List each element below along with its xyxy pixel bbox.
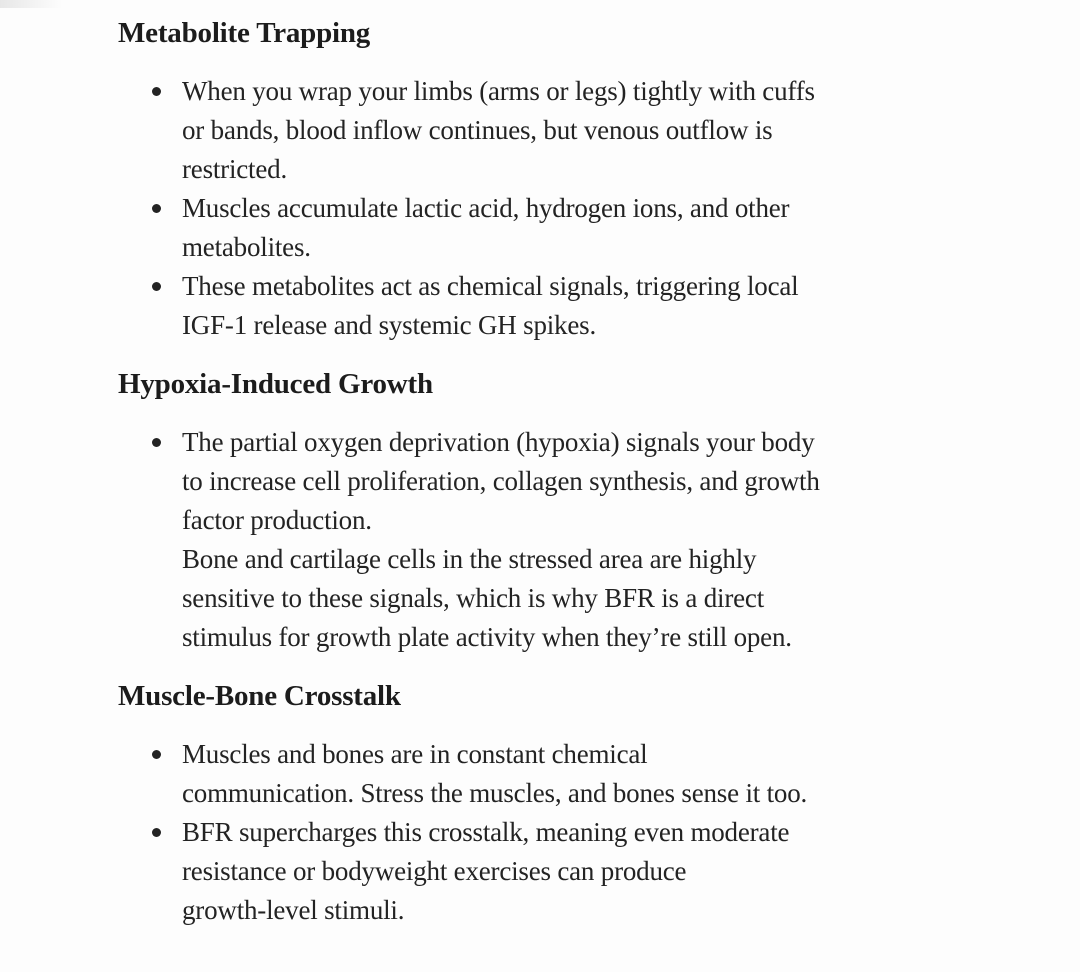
text-line: Muscles accumulate lactic acid, hydrogen ions, and other (182, 193, 790, 223)
bullet-list (118, 72, 1040, 345)
text-line: factor production. (182, 505, 372, 535)
section-heading-muscle-bone-crosstalk: Muscle-Bone Crosstalk (118, 680, 401, 712)
bullet-icon (152, 282, 161, 291)
list-item (118, 735, 1040, 813)
text-line: BFR supercharges this crosstalk, meaning even moderate (182, 817, 790, 847)
bullet-list (118, 423, 1040, 657)
text-line: restricted. (182, 154, 287, 184)
bullet-icon (152, 204, 161, 213)
text-line: resistance or bodyweight exercises can produce (182, 856, 687, 886)
text-line: sensitive to these signals, which is why BFR is a direct (182, 583, 764, 613)
list-item (118, 72, 1040, 189)
text-line: Bone and cartilage cells in the stressed area are highly (182, 544, 757, 574)
bullet-icon (152, 750, 161, 759)
bullet-icon (152, 87, 161, 96)
section-heading-hypoxia-induced-growth: Hypoxia-Induced Growth (118, 368, 433, 400)
text-line: These metabolites act as chemical signals, triggering local (182, 271, 799, 301)
section-heading-metabolite-trapping: Metabolite Trapping (118, 17, 371, 49)
list-item (118, 813, 1040, 930)
text-line: growth-level stimuli. (182, 895, 405, 925)
text-line: stimulus for growth plate activity when they’re still open. (182, 622, 792, 652)
list-item (118, 189, 1040, 267)
text-line: metabolites. (182, 232, 311, 262)
bullet-list (118, 735, 1040, 930)
text-line: IGF-1 release and systemic GH spikes. (182, 310, 597, 340)
text-line: The partial oxygen deprivation (hypoxia) signals your body (182, 427, 815, 457)
text-line: to increase cell proliferation, collagen synthesis, and growth (182, 466, 820, 496)
list-item (118, 423, 1040, 657)
corner-artifact (0, 0, 62, 8)
text-line: When you wrap your limbs (arms or legs) tightly with cuffs (182, 76, 815, 106)
list-item (118, 267, 1040, 345)
text-line: or bands, blood inflow continues, but venous outflow is (182, 115, 773, 145)
bullet-icon (152, 828, 161, 837)
bullet-icon (152, 438, 161, 447)
text-line: Muscles and bones are in constant chemical (182, 739, 648, 769)
text-line: communication. Stress the muscles, and bones sense it too. (182, 778, 808, 808)
